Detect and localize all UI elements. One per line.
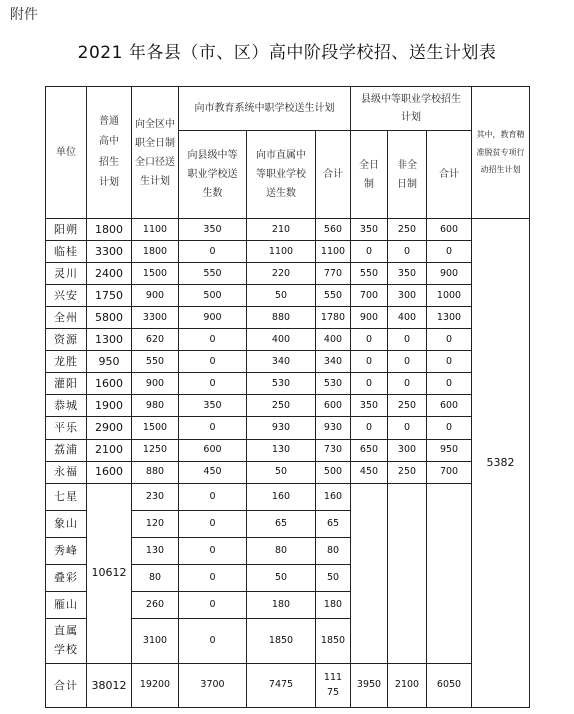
document-title: 2021 年各县（市、区）高中阶段学校招、送生计划表 [77,43,497,63]
table-row: 全州 5800 3300 900 880 1780 900 400 1300 [46,307,530,329]
table-row: 七星 10612 230 0 160 160 [46,483,530,510]
table-row: 平乐 2900 1500 0 930 930 0 0 0 [46,417,530,439]
header-vocational-all: 向全区中职全日制全口径送生计划 [132,87,179,219]
table-row: 直属学校 3100 0 1850 1850 [46,618,530,663]
header-county-school-group: 县级中等职业学校招生计划 [351,87,472,131]
table-row: 兴安 1750 900 500 50 550 700 300 1000 [46,285,530,307]
empty-cell [388,483,427,510]
header-subtotal: 合计 [316,131,351,219]
empty-cell [351,510,388,537]
empty-cell [427,618,472,663]
empty-cell [388,510,427,537]
table-row: 雁山 260 0 180 180 [46,591,530,618]
table-row: 荔浦 2100 1250 600 130 730 650 300 950 [46,439,530,461]
empty-cell [351,537,388,564]
empty-cell [388,537,427,564]
header-city-system-group: 向市教育系统中职学校送生计划 [179,87,351,131]
empty-cell [427,483,472,510]
header-subtotal2: 合计 [427,131,472,219]
header-county-level-send: 向县级中等职业学校送生数 [179,131,247,219]
table-row: 阳朔 1800 1100 350 210 560 350 250 600 5382 [46,219,530,241]
table-row: 龙胜 950 550 0 340 340 0 0 0 [46,351,530,373]
empty-cell [427,510,472,537]
empty-cell [427,537,472,564]
header-regular-hs: 普通高中招生计划 [87,87,132,219]
total-row: 合计 38012 19200 3700 7475 11175 3950 2100 6050 [46,663,530,707]
empty-cell [351,483,388,510]
table-row: 恭城 1900 980 350 250 600 350 250 600 [46,395,530,417]
urban-regular-merged-cell: 10612 [87,483,132,663]
empty-cell [351,618,388,663]
enrollment-plan-table [45,86,530,708]
empty-cell [388,618,427,663]
header-city-direct: 向市直属中等职业学校送生数 [247,131,316,219]
empty-cell [427,564,472,591]
table-row: 灌阳 1600 900 0 530 530 0 0 0 [46,373,530,395]
empty-cell [351,591,388,618]
poverty-merged-cell: 5382 [472,219,530,708]
table-row: 叠彩 80 0 50 50 [46,564,530,591]
table-row: 临桂 3300 1800 0 1100 1100 0 0 0 [46,241,530,263]
empty-cell [351,564,388,591]
table-row: 灵川 2400 1500 550 220 770 550 350 900 [46,263,530,285]
empty-cell [427,591,472,618]
header-full-time: 全日制 [351,131,388,219]
attachment-label: 附件 [10,7,38,23]
table-row: 象山 120 0 65 65 [46,510,530,537]
header-unit: 单位 [46,87,87,219]
empty-cell [388,564,427,591]
empty-cell [388,591,427,618]
table-row: 资源 1300 620 0 400 400 0 0 0 [46,329,530,351]
header-non-full-time: 非全日制 [388,131,427,219]
table-row: 永福 1600 880 450 50 500 450 250 700 [46,461,530,483]
table-row: 秀峰 130 0 80 80 [46,537,530,564]
header-poverty-note: 其中，教育精准脱贫专项行动招生计划 [472,87,530,219]
